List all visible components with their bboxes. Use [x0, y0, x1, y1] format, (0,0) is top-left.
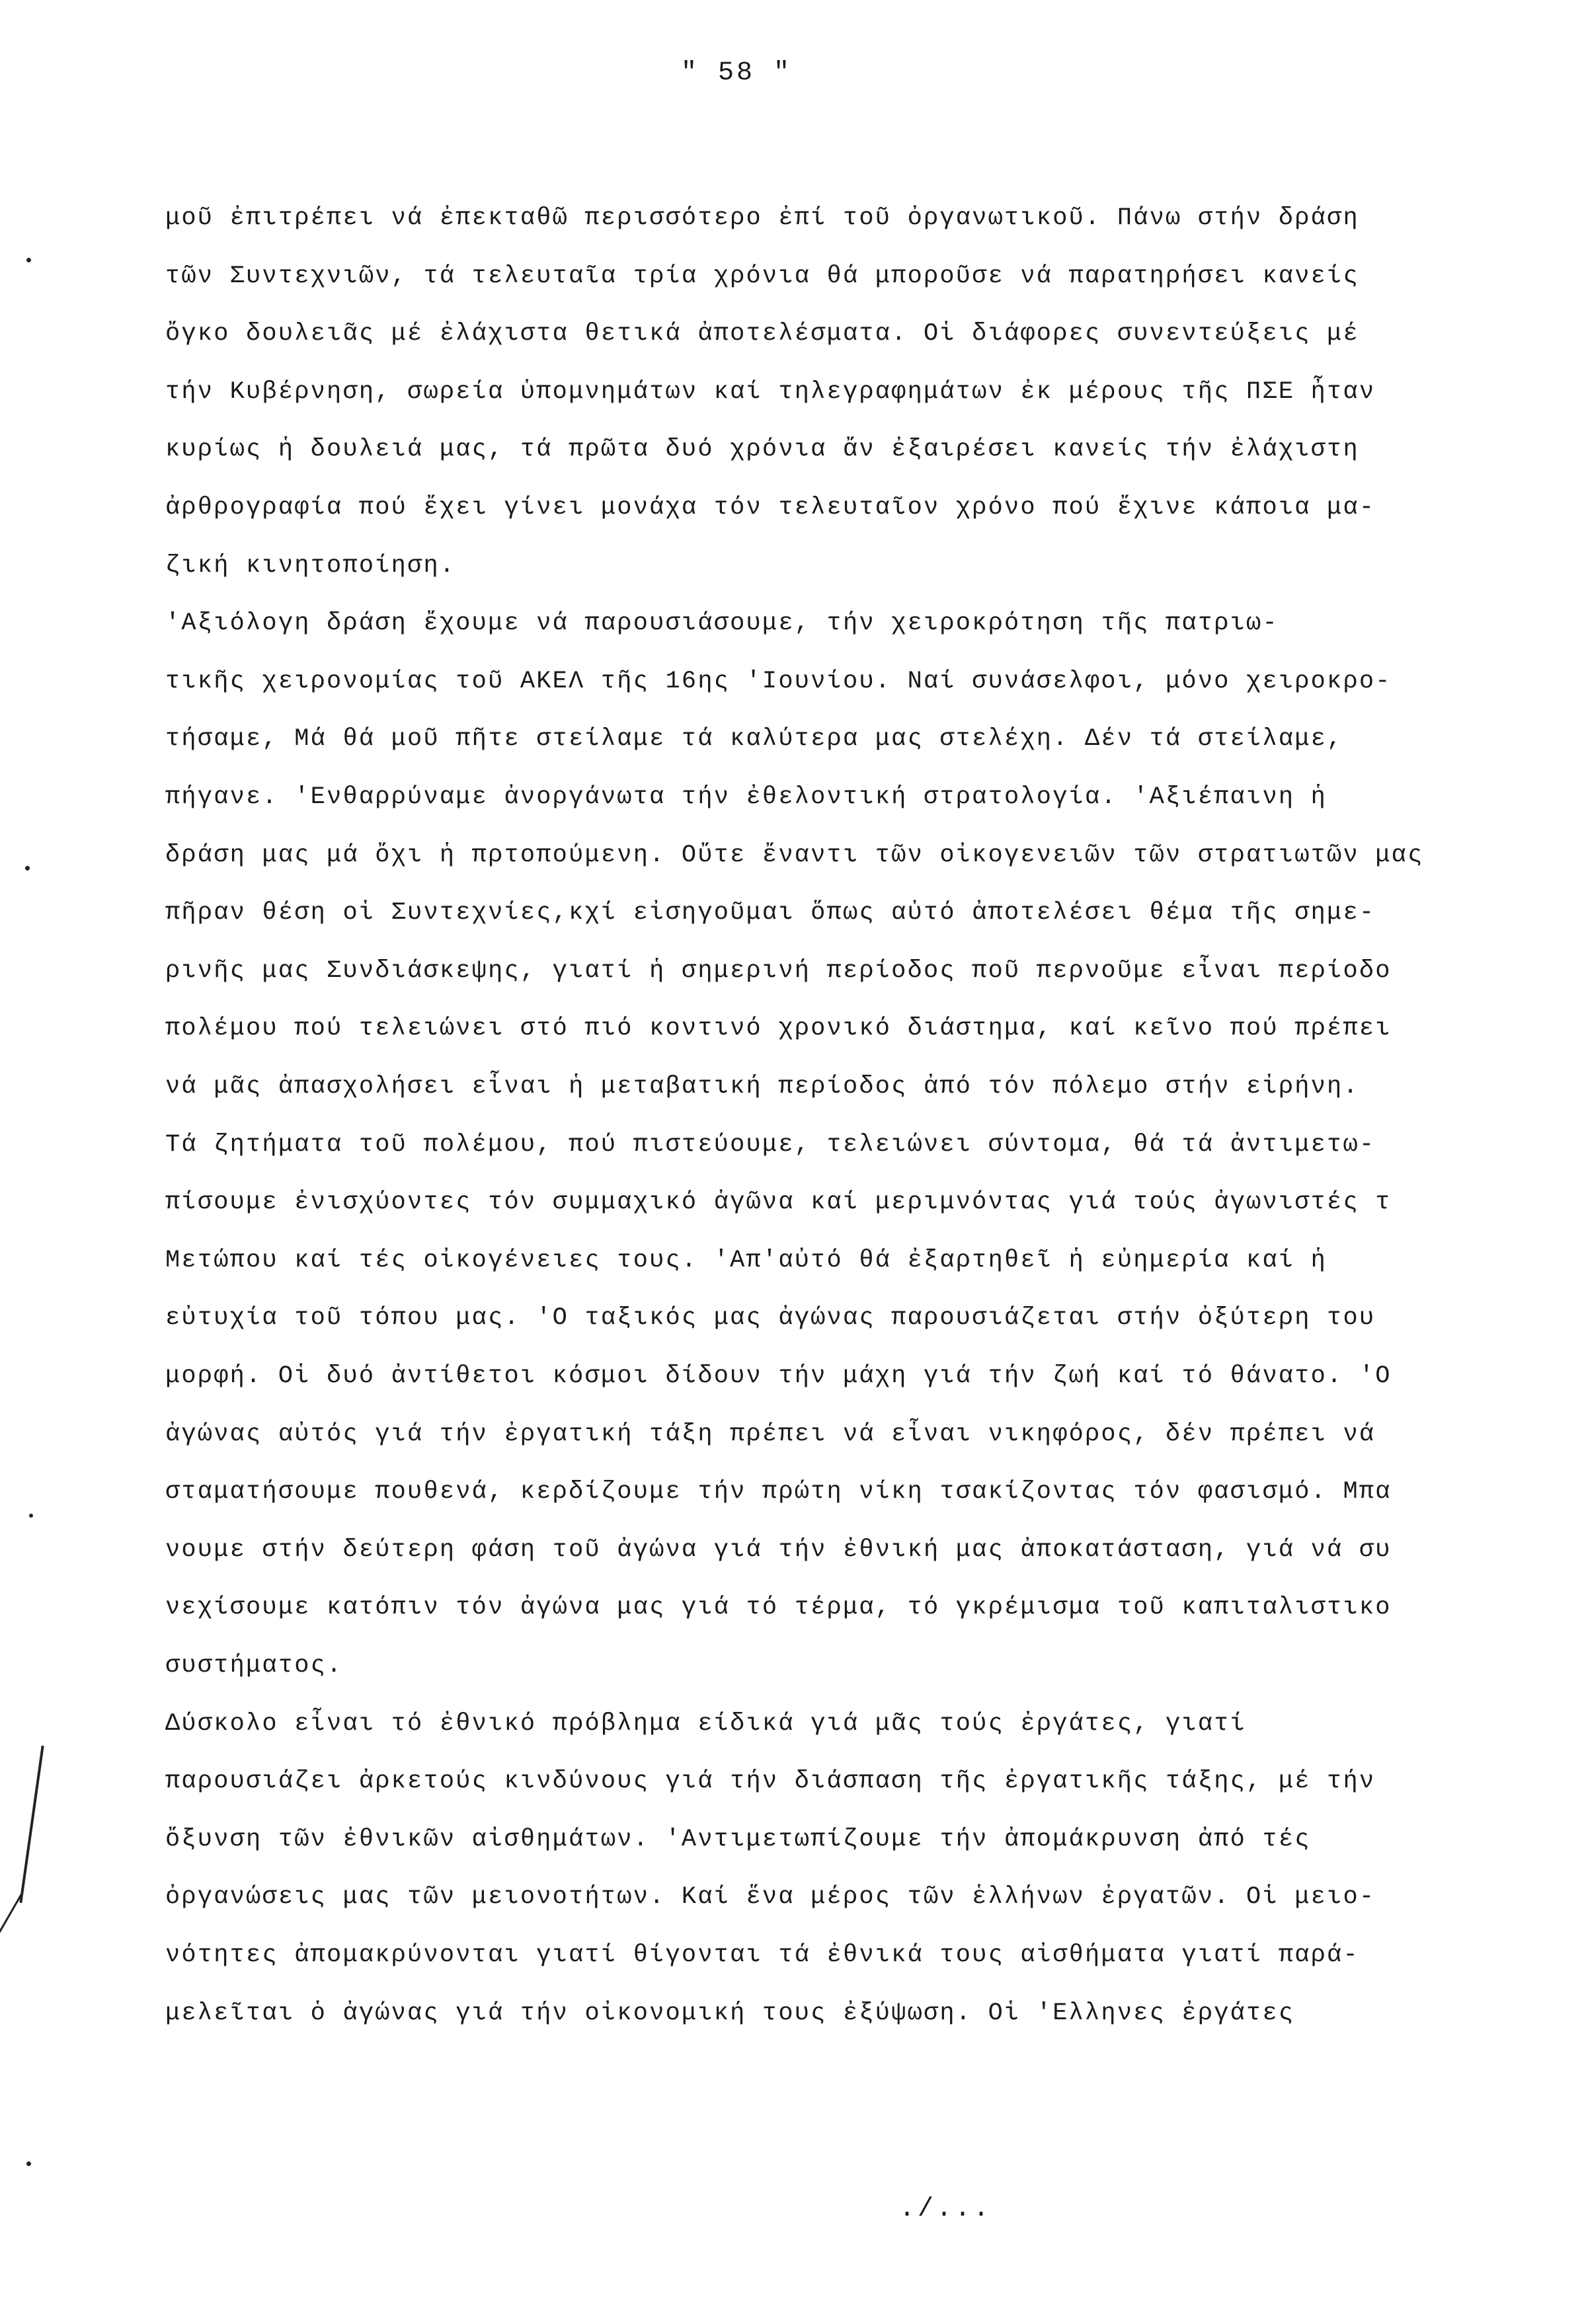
text-line: παρουσιάζει ἀρκετούς κινδύνους γιά τήν διάσπαση τῆς ἐργατικῆς τάξης, μέ τήν [165, 1767, 1376, 1796]
text-line: νουμε στήν δεύτερη φάση τοῦ ἀγώνα γιά τήν ἐθνική μας ἀποκατάσταση, γιά νά συ [165, 1535, 1392, 1564]
margin-dot [29, 1514, 33, 1518]
text-line: νότητες ἀπομακρύνονται γιατί θίγονται τά ἐθνικά τους αἰσθήματα γιατί παρά- [165, 1941, 1359, 1969]
text-line: Δύσκολο εἶναι τό ἐθνικό πρόβλημα είδικά γιά μᾶς τούς ἐργάτες, γιατί [165, 1709, 1247, 1738]
text-line: πολέμου πού τελειώνει στό πιό κοντινό χρονικό διάστημα, καί κεῖνο πού πρέπει [165, 1015, 1392, 1043]
text-line: Μετώπου καί τές οἰκογένειες τους. 'Απ'αὐτό θά ἐξαρτηθεῖ ἡ εὐημερία καί ἡ [165, 1246, 1327, 1274]
margin-dot [26, 2161, 31, 2166]
text-line: τήσαμε, Μά θά μοῦ πῆτε στείλαμε τά καλύτερα μας στελέχη. Δέν τά στείλαμε, [165, 725, 1343, 754]
text-line: νά μᾶς ἀπασχολήσει εἶναι ἡ μεταβατική περίοδος ἀπό τόν πόλεμο στήν εἰρήνη. [165, 1073, 1359, 1101]
text-line: τήν Κυβέρνηση, σωρεία ὑπομνημάτων καί τηλεγραφημάτων ἐκ μέρους τῆς ΠΣΕ ἦταν [165, 377, 1376, 406]
margin-stroke [0, 1893, 22, 1934]
text-line: ζική κινητοποίηση. [165, 551, 456, 580]
margin-dot [26, 258, 31, 262]
text-line: μορφή. Οἱ δυό ἀντίθετοι κόσμοι δίδουν τήν μάχη γιά τήν ζωή καί τό θάνατο. 'Ο [165, 1362, 1392, 1390]
margin-dot [25, 866, 30, 871]
text-line: μελεῖται ὁ ἀγώνας γιά τήν οἰκονομική τους ἐξύψωση. Οἱ 'Ελληνες ἐργάτες [165, 1999, 1295, 2027]
text-line: πίσουμε ἐνισχύοντες τόν συμμαχικό ἀγῶνα καί μεριμνόντας γιά τούς ἀγωνιστές τ [165, 1188, 1392, 1217]
text-line: μοῦ ἐπιτρέπει νά ἐπεκταθῶ περισσότερο ἐπί τοῦ ὀργανωτικοῦ. Πάνω στήν δράση [165, 204, 1359, 232]
page-number: " 58 " [681, 58, 793, 88]
text-line: δράση μας μά ὄχι ἡ πρτοπούμενη. Οὔτε ἔναντι τῶν οἰκογενειῶν τῶν στρατιωτῶν μας [165, 841, 1424, 869]
text-line: νεχίσουμε κατόπιν τόν ἀγώνα μας γιά τό τέρμα, τό γκρέμισμα τοῦ καπιταλιστικο [165, 1594, 1392, 1622]
text-line: Τά ζητήματα τοῦ πολέμου, πού πιστεύουμε, τελειώνει σύντομα, θά τά ἀντιμετω- [165, 1130, 1376, 1159]
text-line: συστήματος. [165, 1652, 343, 1680]
text-line: τικῆς χειρονομίας τοῦ ΑΚΕΛ τῆς 16ης 'Ιουνίου. Ναί συνάσελφοι, μόνο χειροκρο- [165, 667, 1392, 695]
margin-stroke [19, 1746, 44, 1903]
text-line: ὄγκο δουλειᾶς μέ ἐλάχιστα θετικά ἀποτελέσματα. Οἱ διάφορες συνεντεύξεις μέ [165, 320, 1359, 348]
text-line: ἀγώνας αὐτός γιά τήν ἐργατική τάξη πρέπει νά εἶναι νικηφόρος, δέν πρέπει νά [165, 1420, 1376, 1448]
text-line: σταματήσουμε πουθενά, κερδίζουμε τήν πρώτη νίκη τσακίζοντας τόν φασισμό. Μπα [165, 1478, 1392, 1506]
text-line: ὄξυνση τῶν ἐθνικῶν αἰσθημάτων. 'Αντιμετωπίζουμε τήν ἀπομάκρυνση ἀπό τές [165, 1825, 1311, 1853]
text-line: εὐτυχία τοῦ τόπου μας. 'Ο ταξικός μας ἀγώνας παρουσιάζεται στήν ὀξύτερη του [165, 1304, 1376, 1333]
text-line: ρινῆς μας Συνδιάσκεψης, γιατί ἡ σημερινή περίοδος ποῦ περνοῦμε εἶναι περίοδο [165, 956, 1392, 985]
text-line: πῆραν θέση οἱ Συντεχνίες,κχί εἰσηγοῦμαι ὅπως αὐτό ἀποτελέσει θέμα τῆς σημε- [165, 899, 1376, 927]
text-line: ὀργανώσεις μας τῶν μειονοτήτων. Καί ἕνα μέρος τῶν ἑλλήνων ἐργατῶν. Οἱ μειο- [165, 1883, 1376, 1912]
text-line: τῶν Συντεχνιῶν, τά τελευταῖα τρία χρόνια θά μποροῦσε νά παρατηρήσει κανείς [165, 262, 1359, 290]
text-line: ἀρθρογραφία πού ἔχει γίνει μονάχα τόν τελευταῖον χρόνο πού ἔχινε κάποια μα- [165, 494, 1376, 522]
text-line: 'Αξιόλογη δράση ἔχουμε νά παρουσιάσουμε, τήν χειροκρότηση τῆς πατριω- [165, 609, 1279, 638]
continuation-mark: ./... [899, 2194, 992, 2224]
text-line: πήγανε. 'Ενθαρρύναμε ἀνοργάνωτα τήν ἐθελοντική στρατολογία. 'Αξιέπαινη ἡ [165, 783, 1327, 811]
text-line: κυρίως ἡ δουλειά μας, τά πρῶτα δυό χρόνια ἄν ἐξαιρέσει κανείς τήν ἐλάχιστη [165, 436, 1359, 464]
